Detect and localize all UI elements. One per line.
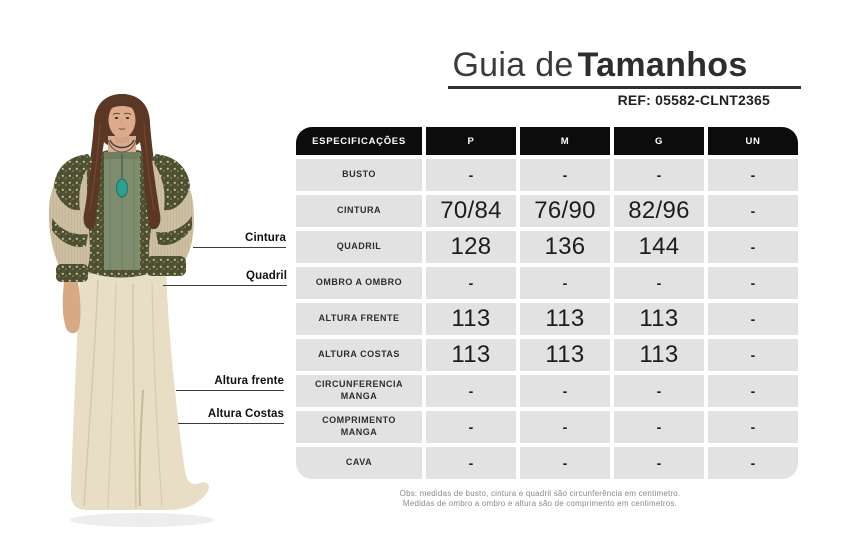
model-blouse — [49, 136, 194, 282]
table-value-cell: - — [426, 411, 516, 443]
measure-label-altura-costas — [178, 408, 284, 424]
table-value-cell: - — [426, 447, 516, 479]
table-row-label: COMPRIMENTO MANGA — [296, 411, 422, 443]
table-header-cell: M — [520, 127, 610, 155]
table-value-cell: - — [520, 159, 610, 191]
table-value-cell: 113 — [520, 303, 610, 335]
measure-label-altura-frente-text: Altura frente — [214, 375, 284, 387]
table-value-cell: 128 — [426, 231, 516, 263]
table-row-label: BUSTO — [296, 159, 422, 191]
model-photo — [40, 90, 240, 534]
table-value-cell: - — [708, 411, 798, 443]
measure-label-altura-frente — [176, 375, 284, 391]
table-value-cell: - — [614, 267, 704, 299]
table-value-cell: 76/90 — [520, 195, 610, 227]
table-header-cell: UN — [708, 127, 798, 155]
ref-code: REF: 05582-CLNT2365 — [617, 92, 770, 108]
table-value-cell: - — [426, 267, 516, 299]
note-line-1: Obs: medidas de busto, cintura e quadril são circunferência em centimetro. — [399, 489, 681, 498]
table-row-label: QUADRIL — [296, 231, 422, 263]
title-underline — [448, 86, 801, 89]
model-illustration — [40, 90, 240, 534]
table-header-cell: ESPECIFICAÇÕES — [296, 127, 422, 155]
table-value-cell: - — [520, 375, 610, 407]
size-table — [296, 127, 798, 479]
table-value-cell: - — [708, 303, 798, 335]
table-value-cell: - — [520, 447, 610, 479]
measure-label-quadril-text: Quadril — [246, 270, 287, 282]
table-value-cell: 113 — [426, 303, 516, 335]
table-value-cell: - — [708, 267, 798, 299]
pendant — [117, 179, 128, 197]
floor-shadow — [70, 513, 214, 527]
table-value-cell: - — [708, 231, 798, 263]
table-value-cell: 113 — [614, 339, 704, 371]
table-value-cell: 144 — [614, 231, 704, 263]
table-value-cell: 113 — [520, 339, 610, 371]
table-value-cell: 136 — [520, 231, 610, 263]
page-title-bold: Tamanhos — [577, 46, 748, 84]
measure-label-altura-costas-text: Altura Costas — [207, 408, 284, 420]
table-value-cell: 113 — [614, 303, 704, 335]
table-header-cell: P — [426, 127, 516, 155]
table-row-label: CINTURA — [296, 195, 422, 227]
model-hand — [63, 282, 81, 333]
table-row-label: ALTURA COSTAS — [296, 339, 422, 371]
table-value-cell: - — [708, 447, 798, 479]
table-header-cell: G — [614, 127, 704, 155]
note-line-2: Medidas de ombro a ombro e altura são de comprimento em centimetros. — [402, 499, 678, 508]
page-title-light: Guia de — [452, 46, 574, 84]
table-value-cell: - — [614, 159, 704, 191]
table-value-cell: 113 — [426, 339, 516, 371]
table-value-cell: - — [614, 447, 704, 479]
measure-label-quadril — [163, 270, 287, 286]
table-value-cell: - — [520, 411, 610, 443]
measure-label-cintura-text: Cintura — [245, 232, 286, 244]
page-title — [400, 46, 800, 85]
table-value-cell: 82/96 — [614, 195, 704, 227]
table-row-label: ALTURA FRENTE — [296, 303, 422, 335]
table-value-cell: - — [520, 267, 610, 299]
table-value-cell: - — [614, 411, 704, 443]
table-row-label: CIRCUNFERENCIA MANGA — [296, 375, 422, 407]
table-value-cell: - — [708, 375, 798, 407]
table-value-cell: - — [426, 159, 516, 191]
table-value-cell: - — [708, 159, 798, 191]
measure-label-cintura — [193, 232, 286, 248]
table-value-cell: - — [614, 375, 704, 407]
table-value-cell: - — [426, 375, 516, 407]
table-row-label: CAVA — [296, 447, 422, 479]
table-row-label: OMBRO A OMBRO — [296, 267, 422, 299]
table-value-cell: - — [708, 339, 798, 371]
table-value-cell: - — [708, 195, 798, 227]
table-value-cell: 70/84 — [426, 195, 516, 227]
note-text — [280, 489, 800, 509]
